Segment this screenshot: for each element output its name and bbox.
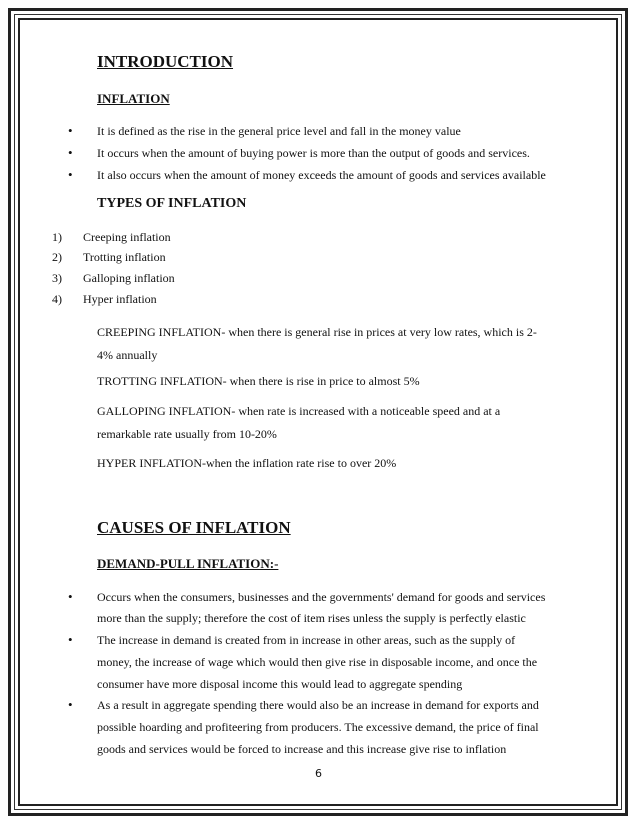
demand-bullet: Occurs when the consumers, businesses and the governments' demand for goods and services [97,590,546,604]
list-number: 2) [52,250,62,264]
bullet-icon: • [68,145,73,160]
heading-inflation: INFLATION [97,91,170,106]
bullet-icon: • [68,589,73,604]
demand-bullet-cont: consumer have more disposal income this would lead to aggregate spending [97,677,463,691]
list-item: Trotting inflation [83,250,166,264]
demand-bullet-cont: goods and services would be forced to increase and this increase give rise to inflation [97,742,507,756]
list-number: 4) [52,292,62,306]
list-number: 3) [52,271,62,285]
list-item: Hyper inflation [83,292,157,306]
page-number: 6 [315,767,322,780]
intro-bullet: It also occurs when the amount of money exceeds the amount of goods and services available [97,168,546,182]
demand-bullet: The increase in demand is created from in increase in other areas, such as the supply of [97,633,516,647]
bullet-icon: • [68,167,73,182]
intro-bullet: It is defined as the rise in the general price level and fall in the money value [97,124,461,138]
definition-galloping-cont: remarkable rate usually from 10-20% [97,427,277,441]
heading-introduction: INTRODUCTION [97,52,234,71]
demand-bullet-cont: more than the supply; therefore the cost of item rises unless the supply is perfectly elastic [97,611,526,625]
demand-bullet-cont: money, the increase of wage which would then give rise in disposable income, and once the [97,655,538,669]
definition-creeping-cont: 4% annually [97,348,158,362]
definition-hyper: HYPER INFLATION-when the inflation rate rise to over 20% [97,456,397,470]
demand-bullet-cont: possible hoarding and profiteering from producers. The excessive demand, the price of final [97,720,539,734]
heading-types-of-inflation: TYPES OF INFLATION [97,196,247,211]
list-number: 1) [52,230,62,244]
intro-bullet: It occurs when the amount of buying power is more than the output of goods and services. [97,146,530,160]
bullet-icon: • [68,123,73,138]
bullet-icon: • [68,632,73,647]
bullet-icon: • [68,697,73,712]
list-item: Galloping inflation [83,271,175,285]
definition-trotting: TROTTING INFLATION- when there is rise in price to almost 5% [97,374,420,388]
heading-demand-pull-inflation: DEMAND-PULL INFLATION:- [97,556,279,571]
list-item: Creeping inflation [83,230,171,244]
heading-causes-of-inflation: CAUSES OF INFLATION [97,518,291,537]
definition-galloping: GALLOPING INFLATION- when rate is increased with a noticeable speed and at a [97,404,501,418]
definition-creeping: CREEPING INFLATION- when there is general rise in prices at very low rates, which is 2- [97,325,537,339]
demand-bullet: As a result in aggregate spending there would also be an increase in demand for exports and [97,698,539,712]
